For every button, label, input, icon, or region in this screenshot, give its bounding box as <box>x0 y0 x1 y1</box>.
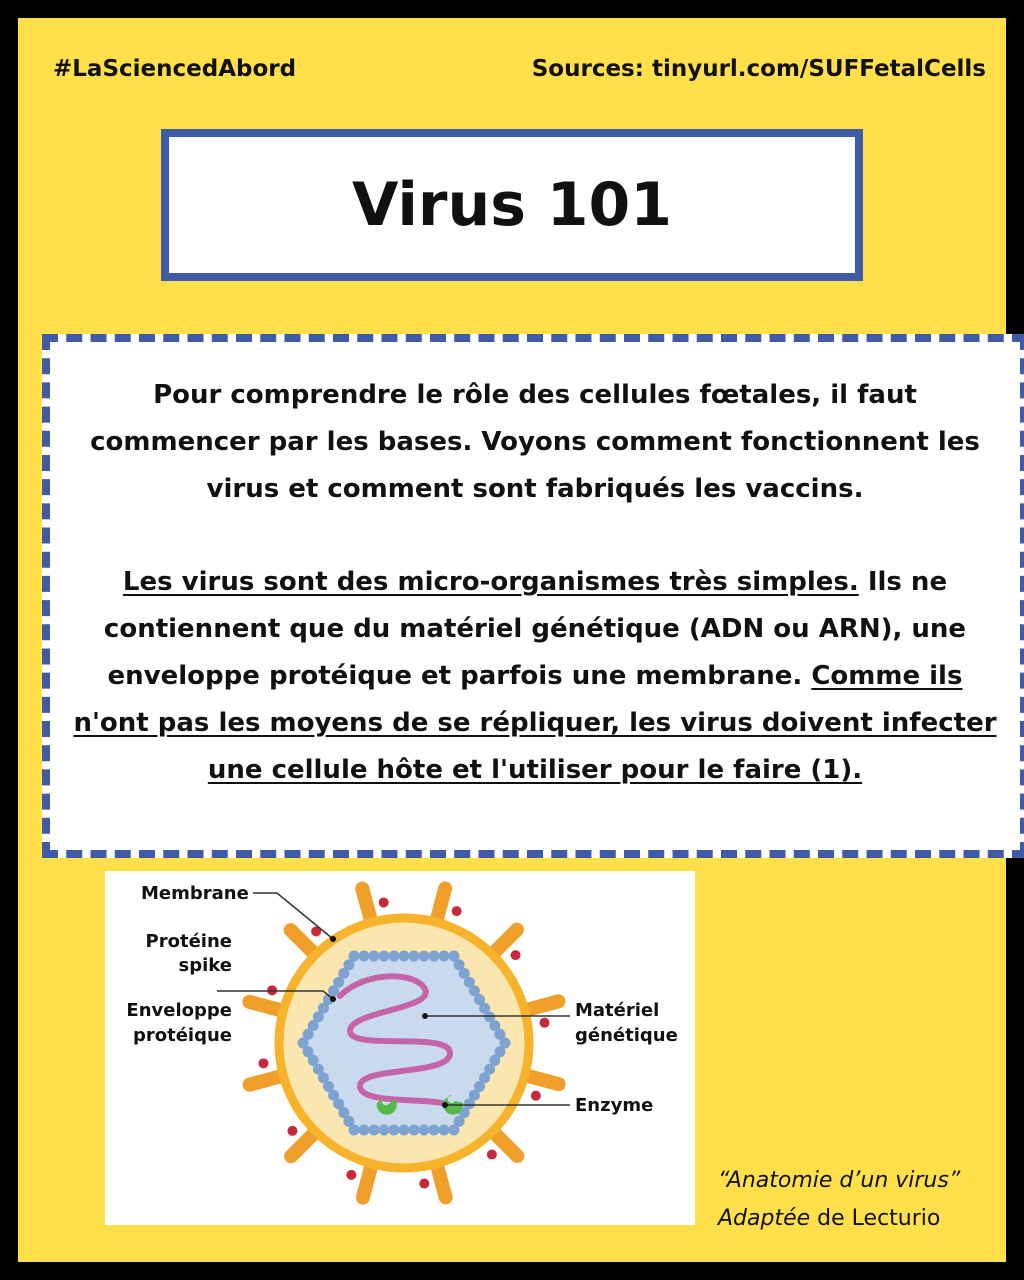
capsid-bead <box>429 951 440 962</box>
capsid-bead <box>399 1125 410 1136</box>
capsid-bead <box>369 1125 380 1136</box>
capsid-bead <box>439 1125 450 1136</box>
virus-anatomy-illustration <box>105 871 695 1225</box>
poster <box>18 18 1006 1262</box>
intro-paragraph: Pour comprendre le rôle des cellules fœtales, il faut commencer par les bases. Voyons comment fonctionnent les virus et comment sont fabriqués les vaccins. <box>90 380 980 504</box>
capsid-bead <box>399 951 410 962</box>
capsid-bead <box>409 951 420 962</box>
label-envelope-line2: protéique <box>132 1025 232 1046</box>
title-box <box>161 129 863 281</box>
virus-definition-underlined: Les virus sont des micro-organismes très simples. <box>122 567 859 597</box>
sources-link[interactable]: Sources: tinyurl.com/SUFFetalCells <box>531 56 986 82</box>
label-spike-line1: Protéine <box>145 931 232 952</box>
label-spike-line2: spike <box>178 955 232 976</box>
caption-title: “Anatomie d’un virus” <box>718 1168 961 1193</box>
label-genetic-line2: génétique <box>575 1025 678 1046</box>
capsid-bead <box>409 1125 420 1136</box>
spike-tip <box>452 906 462 916</box>
capsid-bead <box>343 959 354 970</box>
info-box <box>42 334 1024 858</box>
spike-tip <box>379 897 389 907</box>
capsid-bead <box>429 1125 440 1136</box>
virus-replication-underlined: Comme ils n'ont pas les moyens de se répliquer, les virus doivent infecter une cellule hôte et l'utiliser pour le faire (1). <box>73 661 997 785</box>
capsid-bead <box>419 1125 430 1136</box>
spike-tip <box>511 950 521 960</box>
virus-paragraph <box>72 559 998 794</box>
image-caption <box>718 1162 960 1238</box>
capsid-bead <box>419 951 430 962</box>
capsid-bead <box>359 1125 370 1136</box>
spike-tip <box>531 1091 541 1101</box>
spike-tip <box>487 1150 497 1160</box>
capsid-bead <box>389 1125 400 1136</box>
page-title: Virus 101 <box>351 170 673 240</box>
label-genetic-line1: Matériel <box>575 1000 660 1021</box>
label-membrane: Membrane <box>141 883 249 904</box>
caption-adapted: Adaptée <box>718 1206 811 1231</box>
spike-tip <box>419 1179 429 1189</box>
capsid-bead <box>439 951 450 962</box>
spike-tip <box>346 1170 356 1180</box>
hashtag: #LaSciencedAbord <box>53 56 297 82</box>
virus-contents-text: Ils ne contiennent que du matériel génétique (ADN ou ARN), une enveloppe protéique et parfois une membrane. <box>103 567 967 691</box>
capsid-bead <box>359 951 370 962</box>
capsid-bead <box>389 951 400 962</box>
capsid-bead <box>369 951 380 962</box>
label-envelope-line1: Enveloppe <box>126 1000 232 1021</box>
spike-tip <box>287 1126 297 1136</box>
capsid-bead <box>379 951 390 962</box>
caption-credit: de Lecturio <box>810 1206 941 1231</box>
capsid-bead <box>379 1125 390 1136</box>
virus-diagram <box>105 871 695 1225</box>
capsid-bead <box>449 1125 460 1136</box>
spike-tip <box>540 1018 550 1028</box>
label-enzyme: Enzyme <box>575 1095 654 1116</box>
spike-tip <box>258 1058 268 1068</box>
